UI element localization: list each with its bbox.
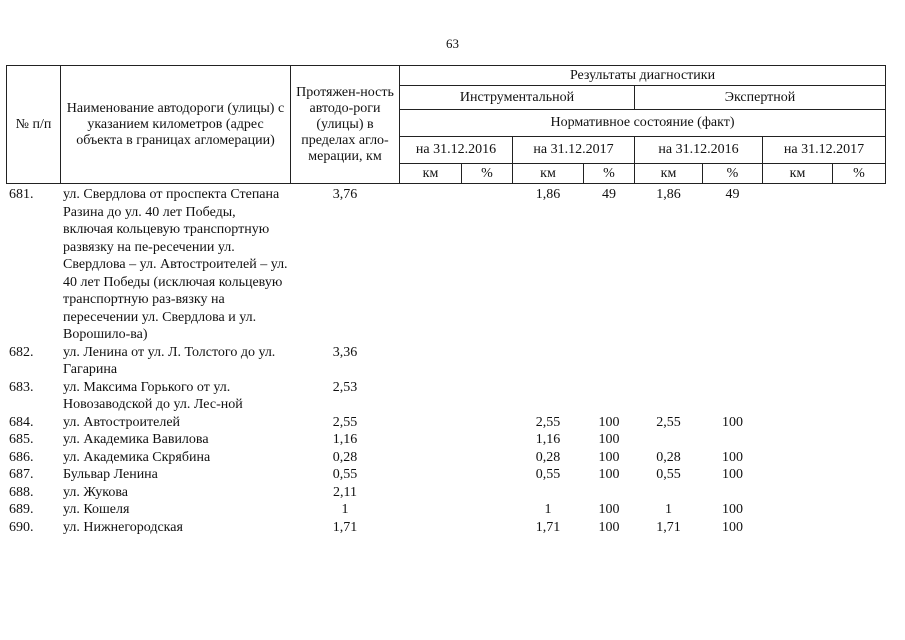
diagnostic-value: 0,55 [656, 467, 681, 482]
diagnostic-value: 1,86 [535, 187, 561, 202]
diagnostic-value [400, 184, 462, 344]
header-unit: % [584, 164, 635, 184]
diagnostic-value [462, 344, 513, 379]
diagnostic-value [513, 484, 584, 502]
row-number: 689. [9, 502, 34, 517]
diagnostic-value: 0,55 [535, 467, 561, 482]
diagnostic-value: 100 [722, 449, 743, 465]
header-results: Результаты диагностики [400, 66, 886, 86]
header-unit: км [635, 164, 703, 184]
road-length: 2,55 [332, 414, 358, 430]
diagnostic-value: 100 [598, 467, 620, 482]
road-length: 1,71 [332, 519, 358, 535]
table-row [7, 431, 886, 449]
header-normative: Нормативное состояние (факт) [400, 110, 886, 137]
header-unit: % [703, 164, 763, 184]
table-header [7, 66, 886, 184]
road-length: 0,55 [332, 467, 358, 482]
diagnostic-value [763, 484, 833, 502]
diagnostic-value [833, 414, 886, 432]
table-row [7, 379, 886, 414]
diagnostic-value [703, 379, 763, 414]
diagnostic-value: 0,28 [656, 449, 681, 465]
header-unit: км [763, 164, 833, 184]
diagnostic-value: 1,86 [656, 187, 681, 202]
diagnostic-value: 100 [722, 467, 743, 482]
diagnostic-value [763, 184, 833, 344]
diagnostic-value: 100 [598, 502, 620, 517]
row-number: 682. [9, 344, 34, 360]
diagnostic-value [400, 449, 462, 467]
row-number: 681. [9, 187, 34, 202]
diagnostic-value [635, 431, 703, 449]
diagnostic-value [462, 501, 513, 519]
header-unit: % [462, 164, 513, 184]
header-unit: % [833, 164, 886, 184]
diagnostic-value [462, 414, 513, 432]
diagnostic-value: 100 [598, 432, 620, 447]
diagnostic-value: 1,71 [535, 519, 561, 535]
header-unit: км [400, 164, 462, 184]
table-row [7, 519, 886, 537]
diagnostic-value [763, 379, 833, 414]
diagnostic-value: 2,55 [535, 414, 561, 430]
table-row [7, 449, 886, 467]
road-length: 1 [341, 502, 349, 517]
road-name: ул. Свердлова от проспекта Степана Разина до ул. 40 лет Победы, включая кольцевую транспортную развязку на пе-ресечении ул. Свердлова – ул. Автостроителей – ул. 40 лет Победы (исключая кольцевую транспортную раз-вязку на пересечении ул. Свердлова и ул. Ворошило-ва) [63, 187, 288, 342]
row-number: 688. [9, 484, 34, 500]
diagnostic-value [763, 466, 833, 484]
diagnostic-value [462, 184, 513, 344]
diagnostic-value [462, 484, 513, 502]
diagnostic-value: 100 [722, 414, 743, 430]
diagnostic-value [763, 414, 833, 432]
diagnostic-value [400, 484, 462, 502]
diagnostic-value [584, 379, 635, 414]
road-length: 0,28 [332, 449, 358, 465]
diagnostic-value [400, 519, 462, 537]
table-row [7, 184, 886, 344]
diagnostic-value: 1,71 [656, 519, 681, 535]
diagnostic-value: 100 [722, 502, 743, 517]
road-name: Бульвар Ленина [63, 467, 158, 482]
diagnostic-value: 100 [722, 519, 743, 535]
header-unit: км [513, 164, 584, 184]
diagnostic-value [763, 344, 833, 379]
diagnostic-value: 100 [598, 449, 620, 465]
diagnostic-value: 0,28 [535, 449, 561, 465]
row-number: 683. [9, 379, 34, 395]
diagnostic-value: 1 [665, 502, 672, 517]
table-body [7, 184, 886, 537]
diagnostic-value [833, 449, 886, 467]
diagnostic-value [462, 379, 513, 414]
header-date: на 31.12.2017 [513, 137, 635, 164]
road-name: ул. Жукова [63, 484, 128, 500]
diagnostic-value: 100 [598, 519, 620, 535]
row-number: 690. [9, 519, 34, 535]
road-name: ул. Кошеля [63, 502, 130, 517]
diagnostic-value: 100 [598, 414, 620, 430]
diagnostic-value [763, 519, 833, 537]
diagnostic-value [833, 501, 886, 519]
diagnostic-value [703, 344, 763, 379]
road-length: 1,16 [332, 432, 358, 447]
header-expert: Экспертной [635, 86, 886, 110]
diagnostic-value [703, 484, 763, 502]
header-instrumental: Инструментальной [400, 86, 635, 110]
diagnostic-value [833, 466, 886, 484]
diagnostic-value [513, 344, 584, 379]
row-number: 686. [9, 449, 34, 465]
diagnostic-value [400, 431, 462, 449]
diagnostic-value [635, 379, 703, 414]
diagnostic-value [763, 501, 833, 519]
diagnostic-value [400, 466, 462, 484]
diagnostic-value [833, 184, 886, 344]
header-date: на 31.12.2016 [635, 137, 763, 164]
diagnostic-value [400, 414, 462, 432]
road-name: ул. Нижнегородская [63, 519, 183, 535]
header-date: на 31.12.2016 [400, 137, 513, 164]
diagnostic-value [635, 344, 703, 379]
table-row [7, 484, 886, 502]
diagnostic-value [833, 344, 886, 379]
road-name: ул. Ленина от ул. Л. Толстого до ул. Гагарина [63, 344, 276, 377]
diagnostic-value [462, 449, 513, 467]
diagnostic-value [635, 484, 703, 502]
diagnostic-value [513, 379, 584, 414]
diagnostic-value [833, 484, 886, 502]
table-row [7, 501, 886, 519]
page-number: 63 [446, 36, 459, 51]
diagnostic-value [400, 379, 462, 414]
road-name: ул. Академика Скрябина [63, 449, 211, 465]
road-name: ул. Автостроителей [63, 414, 181, 430]
row-number: 685. [9, 432, 34, 447]
table-row [7, 414, 886, 432]
road-length: 3,36 [332, 344, 358, 360]
header-length: Протяжен-ность автодо-роги (улицы) в пределах агло-мерации, км [291, 66, 400, 184]
diagnostic-value [584, 484, 635, 502]
diagnostics-table [6, 65, 886, 536]
header-number: № п/п [7, 66, 61, 184]
diagnostic-value [703, 431, 763, 449]
diagnostic-value [584, 344, 635, 379]
diagnostic-value: 2,55 [656, 414, 681, 430]
diagnostic-value: 1 [544, 502, 552, 517]
road-length: 2,53 [332, 379, 358, 395]
road-name: ул. Академика Вавилова [63, 432, 209, 447]
diagnostic-value: 1,16 [535, 432, 561, 447]
road-name: ул. Максима Горького от ул. Новозаводской до ул. Лес-ной [63, 379, 243, 412]
diagnostic-value [763, 431, 833, 449]
diagnostic-value [833, 431, 886, 449]
road-length: 2,11 [333, 484, 357, 500]
diagnostic-value [462, 466, 513, 484]
diagnostic-value: 49 [725, 187, 740, 202]
table-row [7, 344, 886, 379]
row-number: 687. [9, 467, 34, 482]
table-row [7, 466, 886, 484]
diagnostic-value [400, 344, 462, 379]
diagnostic-value [462, 431, 513, 449]
diagnostic-value [833, 519, 886, 537]
diagnostic-value [400, 501, 462, 519]
header-road-name: Наименование автодороги (улицы) с указанием километров (адрес объекта в границах агломерации) [61, 66, 291, 184]
diagnostic-value [763, 449, 833, 467]
diagnostic-value [833, 379, 886, 414]
diagnostic-value [462, 519, 513, 537]
diagnostic-value: 49 [602, 187, 616, 202]
row-number: 684. [9, 414, 34, 430]
header-date: на 31.12.2017 [763, 137, 886, 164]
road-length: 3,76 [332, 187, 358, 202]
